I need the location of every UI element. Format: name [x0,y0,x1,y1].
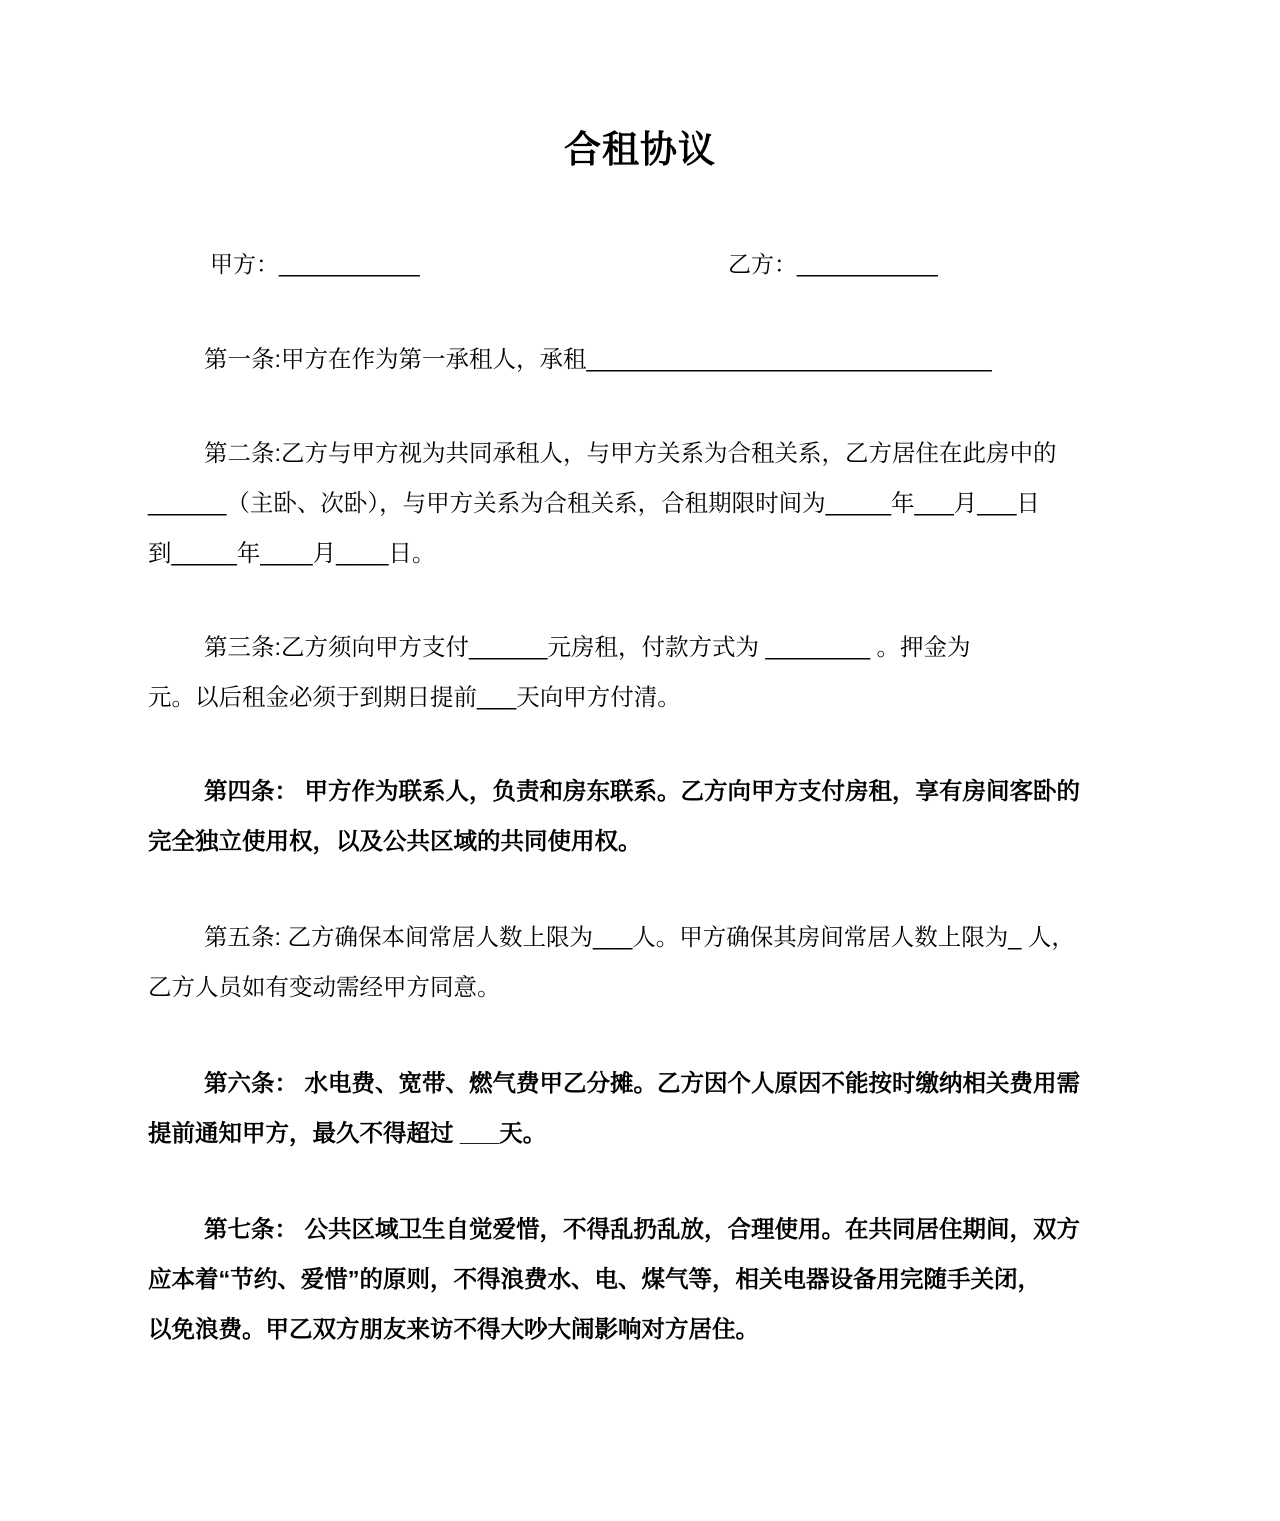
clause-6-line-1 [148,1058,1133,1108]
clause-4 [148,766,1133,866]
clause-2 [148,428,1133,578]
clause-2-line-3 [148,528,1133,578]
clause-3-line-2 [148,672,1133,722]
clause-4-text-line-1: 第四条： 甲方作为联系人，负责和房东联系。乙方向甲方支付房租，享有房间客卧的 [204,778,1081,804]
clause-6-text-line-2: 提前通知甲方，最久不得超过 ___天。 [148,1120,547,1146]
clause-4-line-2 [148,816,1133,866]
clause-1 [148,334,1133,384]
clause-6-line-2 [148,1108,1133,1158]
clause-7-text-line-2: 应本着“节约、爱惜”的原则，不得浪费水、电、煤气等，相关电器设备用完随手关闭， [148,1266,1041,1292]
clause-3-text-line-1: 第三条:乙方须向甲方支付______元房租，付款方式为 ________ 。押金为 [204,634,971,660]
party-a-field[interactable]: 甲方：___________ [210,251,420,277]
clause-1-line-1 [148,334,1133,384]
clause-4-text-line-2: 完全独立使用权，以及公共区域的共同使用权。 [148,828,642,854]
clause-7-text-line-1: 第七条： 公共区域卫生自觉爱惜，不得乱扔乱放，合理使用。在共同居住期间，双方 [204,1216,1081,1242]
clause-2-text-line-3: 到_____年____月____日。 [148,540,436,566]
clause-5-text-line-1: 第五条: 乙方确保本间常居人数上限为___人。甲方确保其房间常居人数上限为_ 人， [204,924,1075,950]
party-b-field[interactable]: 乙方：___________ [728,251,938,277]
clause-7-text-line-3: 以免浪费。甲乙双方朋友来访不得大吵大闹影响对方居住。 [148,1316,759,1342]
clause-7-line-2 [148,1254,1133,1304]
clause-4-line-1 [148,766,1133,816]
clause-2-text-line-1: 第二条:乙方与甲方视为共同承租人，与甲方关系为合租关系，乙方居住在此房中的 [204,440,1057,466]
page-title: 合租协议 [564,129,716,170]
clause-7-line-3 [148,1304,1133,1354]
document-body [148,236,1133,1354]
clause-2-text-line-2: ______（主卧、次卧），与甲方关系为合租关系，合租期限时间为_____年___月___日 [148,490,1040,516]
clause-1-text: 第一条:甲方在作为第一承租人，承租_______________________________ [204,346,992,372]
clause-2-line-2 [148,478,1133,528]
clause-3-text-line-2: 元。以后租金必须于到期日提前___天向甲方付清。 [148,684,681,710]
clause-3 [148,622,1133,722]
clause-5-text-line-2: 乙方人员如有变动需经甲方同意。 [148,974,501,1000]
parties-row [148,236,1133,292]
clause-6-text-line-1: 第六条： 水电费、宽带、燃气费甲乙分摊。乙方因个人原因不能按时缴纳相关费用需 [204,1070,1081,1096]
clause-3-line-1 [148,622,1133,672]
clause-6 [148,1058,1133,1158]
clause-5-line-2 [148,962,1133,1012]
clause-5-line-1 [148,912,1133,962]
clause-5 [148,912,1133,1012]
clause-7 [148,1204,1133,1354]
clause-7-line-1 [148,1204,1133,1254]
clause-2-line-1 [148,428,1133,478]
